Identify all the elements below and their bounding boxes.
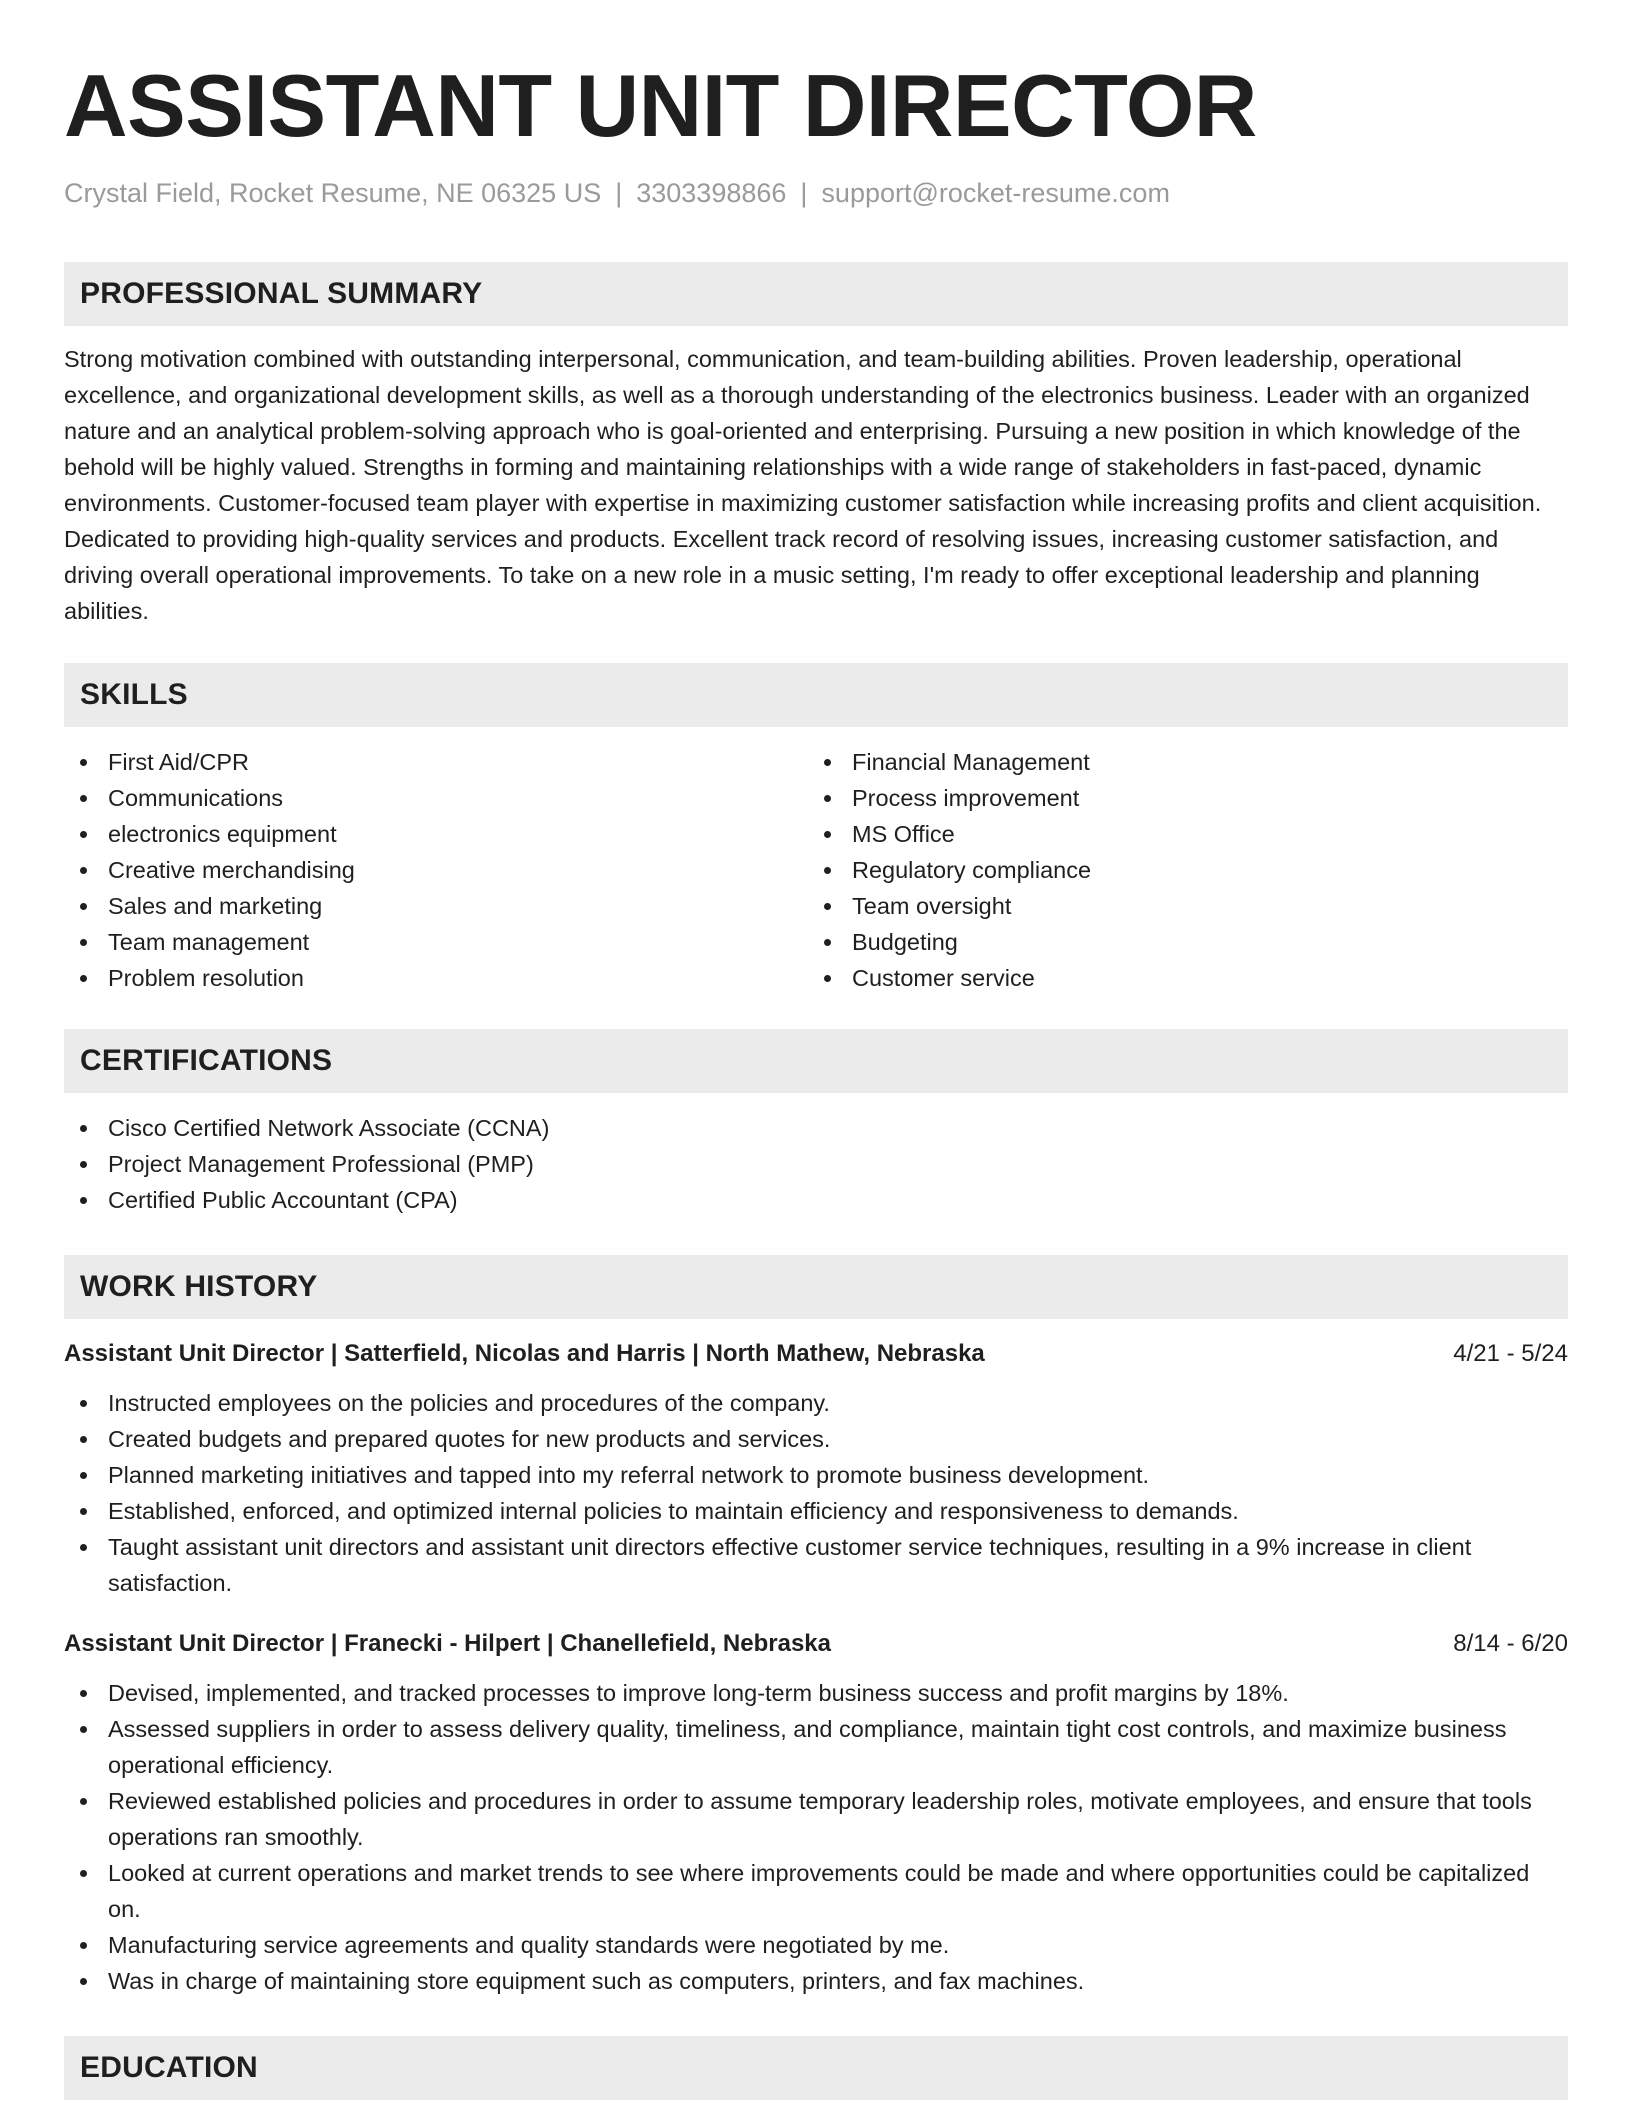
skill-item: Sales and marketing — [64, 888, 808, 924]
job-dates: 8/14 - 6/20 — [1453, 1630, 1568, 1657]
skill-item: Customer service — [808, 960, 1552, 996]
job-bullet: Manufacturing service agreements and quality standards were negotiated by me. — [64, 1927, 1568, 1963]
contact-separator: | — [800, 178, 808, 208]
job-bullets — [64, 1385, 1568, 1601]
skill-item: Regulatory compliance — [808, 852, 1552, 888]
summary-text: Strong motivation combined with outstanding interpersonal, communication, and team-building abilities. Proven leadership, operational excellence, and organizational development skills, as well as a thorough understanding of the electronics business. Leader with an organized nature and an analytical problem-solving approach who is goal-oriented and enterprising. Pursuing a new position in which knowledge of the behold will be highly valued. Strengths in forming and maintaining relationships with a wide range of stakeholders in fast-paced, dynamic environments. Customer-focused team player with expertise in maximizing customer satisfaction while increasing profits and client acquisition. Dedicated to providing high-quality services and products. Excellent track record of resolving issues, increasing customer satisfaction, and driving overall operational improvements. To take on a new role in a music setting, I'm ready to offer exceptional leadership and planning abilities. — [64, 346, 1542, 624]
job-bullet: Reviewed established policies and procedures in order to assume temporary leadership roles, motivate employees, and ensure that tools operations ran smoothly. — [64, 1783, 1568, 1855]
job-bullets — [64, 1675, 1568, 1999]
job-bullet: Devised, implemented, and tracked processes to improve long-term business success and profit margins by 18%. — [64, 1675, 1568, 1711]
job-bullet: Looked at current operations and market trends to see where improvements could be made and where opportunities could be capitalized on. — [64, 1855, 1568, 1927]
job-heading-row — [64, 1627, 1568, 1661]
skills-column-right — [808, 744, 1552, 996]
skills-column-left — [64, 744, 808, 996]
skill-item: Creative merchandising — [64, 852, 808, 888]
section-header-education: EDUCATION — [64, 2036, 1568, 2100]
skill-item: Budgeting — [808, 924, 1552, 960]
job-bullet: Assessed suppliers in order to assess delivery quality, timeliness, and compliance, maintain tight cost controls, and maximize business operational efficiency. — [64, 1711, 1568, 1783]
skill-item: Team management — [64, 924, 808, 960]
contact-address: Crystal Field, Rocket Resume, NE 06325 US — [64, 178, 602, 208]
job-title-line: Assistant Unit Director | Satterfield, Nicolas and Harris | North Mathew, Nebraska — [64, 1340, 985, 1367]
job-bullet: Planned marketing initiatives and tapped into my referral network to promote business development. — [64, 1457, 1568, 1493]
skill-item: Team oversight — [808, 888, 1552, 924]
job-dates: 4/21 - 5/24 — [1453, 1340, 1568, 1367]
certification-item: Project Management Professional (PMP) — [64, 1146, 1568, 1182]
skills-list-left — [64, 744, 808, 996]
skills-columns — [64, 744, 1568, 996]
candidate-title: ASSISTANT UNIT DIRECTOR — [64, 56, 1257, 155]
skill-item: First Aid/CPR — [64, 744, 808, 780]
contact-email: support@rocket-resume.com — [821, 178, 1170, 208]
section-header-summary: PROFESSIONAL SUMMARY — [64, 262, 1568, 326]
skill-item: Financial Management — [808, 744, 1552, 780]
job-bullet: Taught assistant unit directors and assistant unit directors effective customer service techniques, resulting in a 9% increase in client satisfaction. — [64, 1529, 1568, 1601]
job-title-line: Assistant Unit Director | Franecki - Hilpert | Chanellefield, Nebraska — [64, 1630, 831, 1657]
contact-separator: | — [615, 178, 623, 208]
job-bullet: Established, enforced, and optimized internal policies to maintain efficiency and responsiveness to demands. — [64, 1493, 1568, 1529]
skill-item: Problem resolution — [64, 960, 808, 996]
skill-item: MS Office — [808, 816, 1552, 852]
section-header-skills: SKILLS — [64, 663, 1568, 727]
job-bullet: Instructed employees on the policies and procedures of the company. — [64, 1385, 1568, 1421]
skills-list-right — [808, 744, 1552, 996]
job-bullet: Was in charge of maintaining store equipment such as computers, printers, and fax machines. — [64, 1963, 1568, 1999]
skill-item: Process improvement — [808, 780, 1552, 816]
section-header-work-history: WORK HISTORY — [64, 1255, 1568, 1319]
skill-item: electronics equipment — [64, 816, 808, 852]
job-bullet: Created budgets and prepared quotes for new products and services. — [64, 1421, 1568, 1457]
contact-phone: 3303398866 — [636, 178, 787, 208]
certifications-list — [64, 1110, 1568, 1218]
contact-line — [64, 176, 1568, 210]
skill-item: Communications — [64, 780, 808, 816]
certification-item: Certified Public Accountant (CPA) — [64, 1182, 1568, 1218]
section-header-certifications: CERTIFICATIONS — [64, 1029, 1568, 1093]
job-heading-row — [64, 1337, 1568, 1371]
certification-item: Cisco Certified Network Associate (CCNA) — [64, 1110, 1568, 1146]
